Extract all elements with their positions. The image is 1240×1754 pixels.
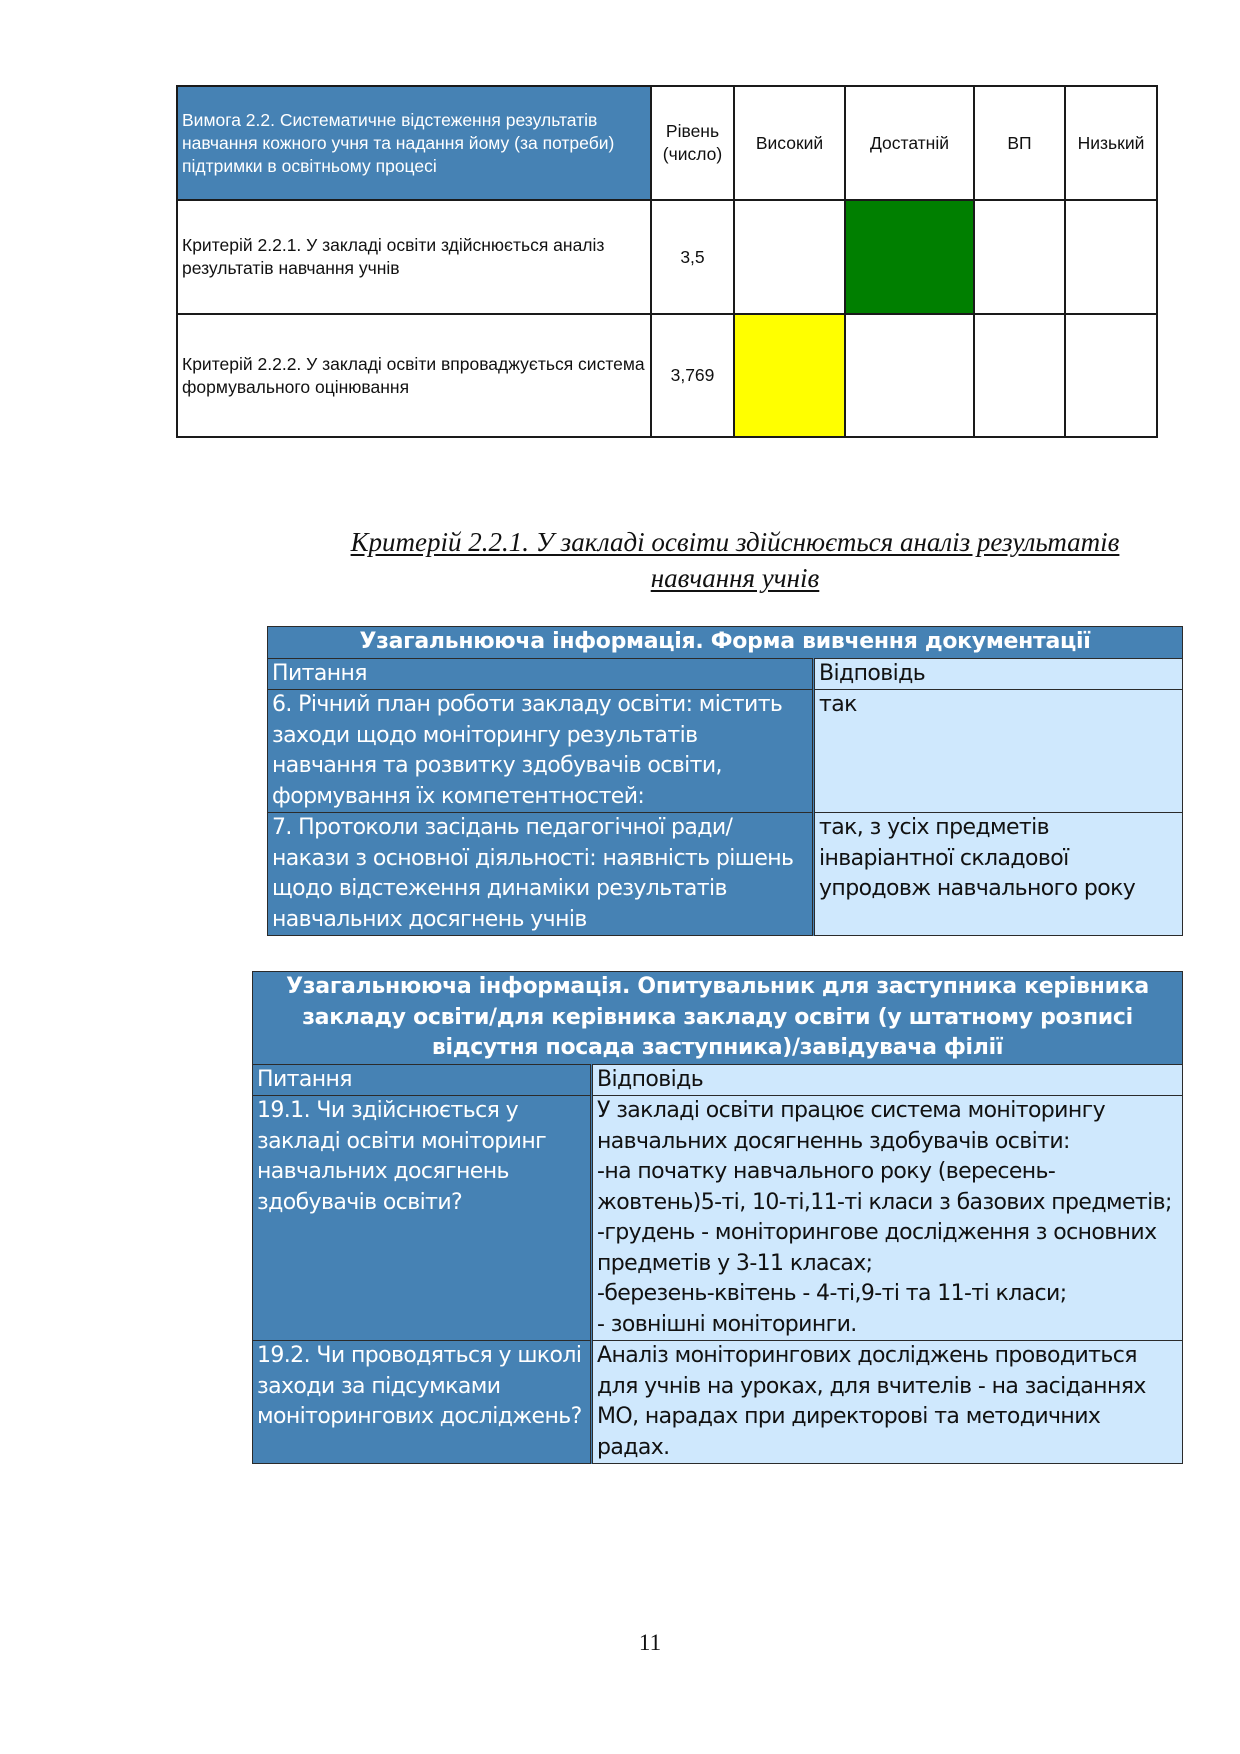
column-header-initial: ВП xyxy=(974,86,1065,200)
section-heading: Критерій 2.2.1. У закладі освіти здійснюється аналіз результатів навчання учнів xyxy=(350,527,1120,593)
column-header-sufficient: Достатній xyxy=(845,86,974,200)
level-sufficient-cell-highlighted xyxy=(845,200,974,314)
answer-line: Аналіз моніторингових досліджень проводиться для учнів на уроках, для вчителів - на засіданнях МО, нарадах при директорові та методичних радах. xyxy=(597,1343,1146,1460)
level-low-cell xyxy=(1065,314,1157,437)
level-high-cell-highlighted xyxy=(734,314,845,437)
level-high-cell xyxy=(734,200,845,314)
level-value: 3,769 xyxy=(651,314,734,437)
question-cell: 6. Річний план роботи закладу освіти: містить заходи щодо моніторингу результатів навчання та розвитку здобувачів освіти, формування їх компетентностей: xyxy=(268,690,814,813)
table-title: Узагальнююча інформація. Опитувальник для заступника керівника закладу освіти/для керівника закладу освіти (у штатному розписі відсутня посада заступника)/завідувача філії xyxy=(253,972,1183,1065)
column-header-row xyxy=(268,658,1183,690)
answer-cell: так xyxy=(814,690,1183,813)
level-sufficient-cell xyxy=(845,314,974,437)
answer-cell: так, з усіх предметів інваріантної складової упродовж навчального року xyxy=(814,813,1183,936)
rating-header-row xyxy=(177,86,1157,200)
answer-line: -на початку навчального року (вересень-жовтень)5-ті, 10-ті,11-ті класи з базових предметів; xyxy=(597,1159,1172,1215)
answer-cell xyxy=(592,1096,1183,1341)
column-header-row xyxy=(253,1064,1183,1096)
table-row xyxy=(268,813,1183,936)
column-header-high: Високий xyxy=(734,86,845,200)
answer-line: - зовнішні моніторинги. xyxy=(597,1311,857,1337)
questionnaire-table xyxy=(252,971,1183,1464)
requirement-cell: Вимога 2.2. Систематичне відстеження результатів навчання кожного учня та надання йому (за потреби) підтримки в освітньому процесі xyxy=(177,86,651,200)
answer-line: -грудень - моніторингове дослідження з основних предметів у 3-11 класах; xyxy=(597,1220,1157,1276)
question-cell: 7. Протоколи засідань педагогічної ради/накази з основної діяльності: наявність рішень щодо відстеження динаміки результатів навчальних досягнень учнів xyxy=(268,813,814,936)
criterion-cell: Критерій 2.2.2. У закладі освіти впроваджується система формувального оцінювання xyxy=(177,314,651,437)
column-header-low: Низький xyxy=(1065,86,1157,200)
question-cell: 19.2. Чи проводяться у школі заходи за підсумками моніторингових досліджень? xyxy=(253,1341,592,1464)
answer-cell xyxy=(592,1341,1183,1464)
table-row xyxy=(268,690,1183,813)
column-header-answer: Відповідь xyxy=(814,658,1183,690)
criterion-row xyxy=(177,200,1157,314)
level-low-cell xyxy=(1065,200,1157,314)
criterion-row xyxy=(177,314,1157,437)
table-row xyxy=(253,1341,1183,1464)
table-title-row xyxy=(253,972,1183,1065)
rating-table xyxy=(176,85,1158,438)
level-initial-cell xyxy=(974,314,1065,437)
answer-line: -березень-квітень - 4-ті,9-ті та 11-ті класи; xyxy=(597,1281,1067,1306)
question-cell: 19.1. Чи здійснюється у закладі освіти моніторинг навчальних досягнень здобувачів освіти? xyxy=(253,1096,592,1341)
column-header-question: Питання xyxy=(268,658,814,690)
table-title: Узагальнююча інформація. Форма вивчення документації xyxy=(268,627,1183,659)
level-value: 3,5 xyxy=(651,200,734,314)
column-header-level-number: Рівень (число) xyxy=(651,86,734,200)
level-initial-cell xyxy=(974,200,1065,314)
page-number: 11 xyxy=(638,1630,662,1655)
answer-line: У закладі освіти працює система моніторингу навчальних досягненнь здобувачів освіти: xyxy=(597,1098,1106,1154)
criterion-cell: Критерій 2.2.1. У закладі освіти здійснюється аналіз результатів навчання учнів xyxy=(177,200,651,314)
column-header-answer: Відповідь xyxy=(592,1064,1183,1096)
table-row xyxy=(253,1096,1183,1341)
table-title-row xyxy=(268,627,1183,659)
column-header-question: Питання xyxy=(253,1064,592,1096)
documentation-table xyxy=(267,626,1183,936)
